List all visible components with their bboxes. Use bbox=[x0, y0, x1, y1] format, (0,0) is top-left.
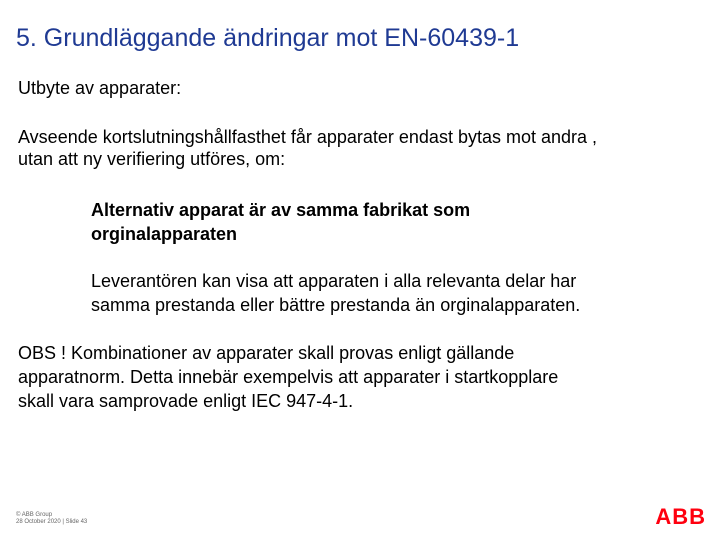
footer-copyright: © ABB Group bbox=[16, 512, 53, 518]
intro-paragraph bbox=[18, 126, 597, 170]
condition-same-manufacturer bbox=[91, 198, 470, 246]
obs-note bbox=[18, 341, 558, 413]
note-line-1: OBS ! Kombinationer av apparater skall provas enligt gällande bbox=[18, 343, 515, 363]
condition-1-line-1: Alternativ apparat är av samma fabrikat som bbox=[91, 200, 471, 220]
condition-2-line-1: Leverantören kan visa att apparaten i alla relevanta delar har bbox=[91, 271, 577, 291]
note-line-2: apparatnorm. Detta innebär exempelvis att apparater i startkopplare bbox=[18, 367, 559, 387]
condition-1-line-2: orginalapparaten bbox=[91, 224, 238, 244]
slide-footer bbox=[16, 512, 87, 526]
intro-line-1: Avseende kortslutningshållfasthet får apparater endast bytas mot andra , bbox=[18, 127, 598, 147]
intro-line-2: utan att ny verifiering utföres, om: bbox=[18, 149, 286, 169]
condition-supplier-proof bbox=[91, 269, 580, 317]
section-heading: Utbyte av apparater: bbox=[18, 78, 182, 98]
note-line-3: skall vara samprovade enligt IEC 947-4-1. bbox=[18, 391, 354, 411]
condition-2-line-2: samma prestanda eller bättre prestanda än orginalapparaten. bbox=[91, 295, 581, 315]
abb-logo: ABB bbox=[655, 504, 706, 529]
slide-title: 5. Grundläggande ändringar mot EN-60439-1 bbox=[16, 24, 520, 52]
footer-date-slide: 28 October 2020 | Slide 43 bbox=[16, 519, 88, 525]
